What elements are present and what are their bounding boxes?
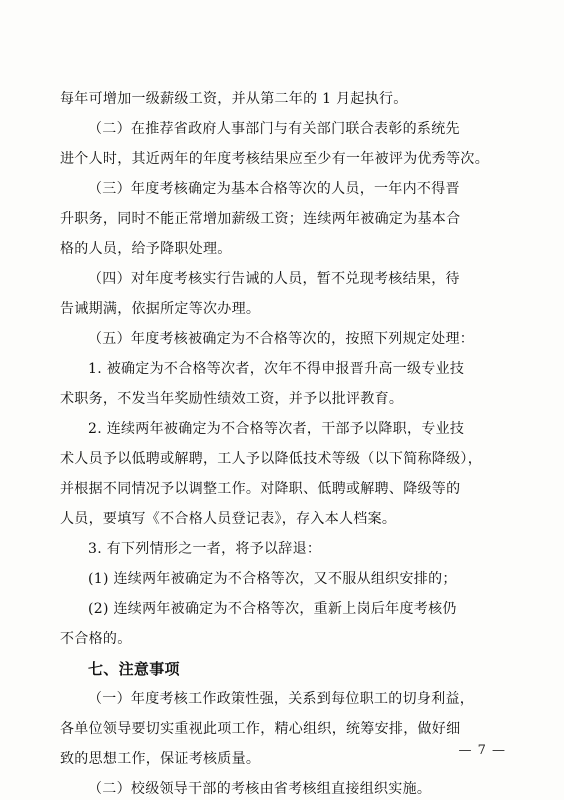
text-line: 格的人员，给予降职处理。 <box>60 241 232 257</box>
text-line: （四）对年度考核实行告诫的人员，暂不兑现考核结果，待 <box>88 271 460 287</box>
text-line: 各单位领导要切实重视此项工作，精心组织，统筹安排，做好细 <box>60 721 461 737</box>
text-line: 人员，要填写《不合格人员登记表》，存入本人档案。 <box>60 511 397 527</box>
text-line: (1) 连续两年被确定为不合格等次，又不服从组织安排的； <box>88 571 457 587</box>
text-line: 升职务，同时不能正常增加薪级工资；连续两年被确定为基本合 <box>60 211 461 227</box>
text-line: （三）年度考核确定为基本合格等次的人员，一年内不得晋 <box>88 181 460 197</box>
text-line: 1. 被确定为不合格等次者，次年不得申报晋升高一级专业技 <box>88 361 465 377</box>
text-line: 进个人时，其近两年的年度考核结果应至少有一年被评为优秀等次。 <box>60 151 489 167</box>
text-line: （五）年度考核被确定为不合格等次的，按照下列规定处理： <box>88 331 475 347</box>
text-line: 致的思想工作，保证考核质量。 <box>60 751 261 767</box>
text-line: 告诫期满，依据所定等次办理。 <box>60 301 261 317</box>
text-line: 并根据不同情况予以调整工作。对降职、低聘或解聘、降级等的 <box>60 481 461 497</box>
text-line: 术职务，不发当年奖励性绩效工资，并予以批评教育。 <box>60 391 404 407</box>
page-number: — 7 — <box>458 743 506 758</box>
text-line: 3. 有下列情形之一者，将予以辞退： <box>88 541 322 557</box>
text-line: 不合格的。 <box>60 631 132 647</box>
text-line: 每年可增加一级薪级工资，并从第二年的 1 月起执行。 <box>60 91 408 107</box>
text-line: (2) 连续两年被确定为不合格等次，重新上岗后年度考核仍 <box>88 601 457 617</box>
document-body <box>60 84 498 804</box>
text-line: （二）在推荐省政府人事部门与有关部门联合表彰的系统先 <box>88 121 460 137</box>
text-line: （二）校级领导干部的考核由省考核组直接组织实施。 <box>88 781 432 797</box>
text-line: 术人员予以低聘或解聘，工人予以降低技术等级（以下简称降级）， <box>60 451 482 467</box>
section-heading: 七、注意事项 <box>88 660 180 678</box>
text-line: 2. 连续两年被确定为不合格等次者，干部予以降职，专业技 <box>88 421 465 437</box>
text-line: （一）年度考核工作政策性强，关系到每位职工的切身利益， <box>88 691 475 707</box>
